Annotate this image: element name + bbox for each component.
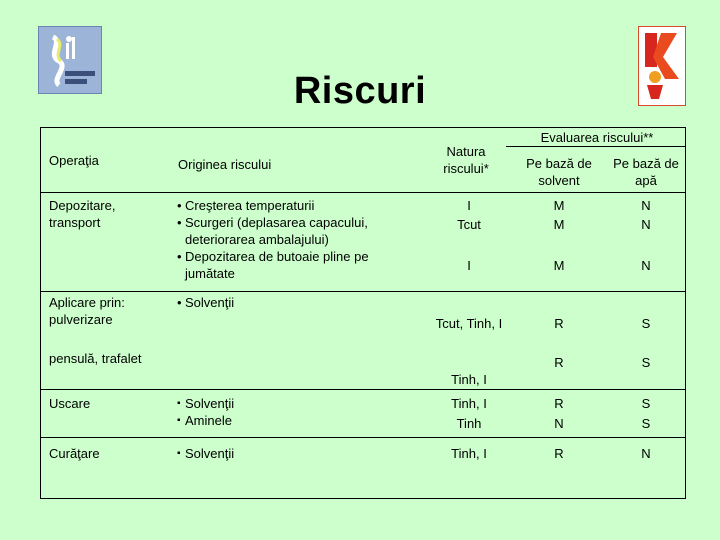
header-apa: Pe bază de apă: [613, 156, 679, 188]
divider-uscare: [41, 437, 686, 438]
divider-aplicare: [41, 389, 686, 390]
list-item: ▪ Solvenţii: [177, 395, 409, 412]
row-depozitare-solvent-1: M: [553, 198, 565, 213]
row-aplicare-apa-1: S: [641, 316, 651, 331]
divider-depozitare: [41, 291, 686, 292]
row-aplicare-natura-2: Tinh, I: [451, 372, 487, 387]
row-depozitare-apa-3: N: [641, 258, 651, 273]
list-item: • Depozitarea de butoaie pline pe jumătate: [177, 248, 409, 282]
row-aplicare-operatia: Aplicare prin: pulverizare: [49, 295, 125, 327]
row-depozitare-natura-3: I: [467, 258, 471, 273]
row-depozitare-origini: [177, 197, 409, 282]
divider-header: [41, 192, 686, 193]
list-item: • Creşterea temperaturii: [177, 197, 409, 214]
header-natura: Natura riscului*: [443, 144, 489, 176]
row-uscare-origini: [177, 395, 409, 429]
list-item: ▪ Aminele: [177, 412, 409, 429]
header-operatia: Operaţia: [49, 153, 99, 168]
list-item: ▪ Solvenţii: [177, 445, 409, 462]
row-aplicare-apa-2: S: [641, 355, 651, 370]
row-curatare-operatia: Curăţare: [49, 446, 100, 461]
row-depozitare-apa-1: N: [641, 198, 651, 213]
row-depozitare-apa-2: N: [641, 217, 651, 232]
row-uscare-apa-1: S: [641, 396, 651, 411]
row-uscare-solvent-2: N: [554, 416, 564, 431]
row-aplicare-natura-1: Tcut, Tinh, I: [435, 316, 503, 331]
row-uscare-natura-1: Tinh, I: [451, 396, 487, 411]
row-depozitare-operatia: Depozitare, transport: [49, 198, 116, 230]
row-aplicare-origini: [177, 294, 409, 311]
row-curatare-solvent-1: R: [554, 446, 564, 461]
row-uscare-solvent-1: R: [554, 396, 564, 411]
row-depozitare-solvent-2: M: [553, 217, 565, 232]
risk-table: [40, 127, 686, 499]
row-depozitare-solvent-3: M: [553, 258, 565, 273]
row-aplicare-operatia-2: pensulă, trafalet: [49, 351, 142, 366]
page-title: Riscuri: [293, 70, 427, 112]
row-depozitare-natura-2: Tcut: [457, 217, 481, 232]
row-depozitare-natura-1: I: [467, 198, 471, 213]
list-item: • Solvenţii: [177, 294, 409, 311]
row-curatare-origini: [177, 445, 409, 462]
header-originea: Originea riscului: [178, 157, 272, 172]
row-aplicare-solvent-1: R: [554, 316, 564, 331]
row-curatare-natura-1: Tinh, I: [451, 446, 487, 461]
header-solvent: Pe bază de solvent: [526, 156, 592, 188]
row-uscare-apa-2: S: [641, 416, 651, 431]
row-aplicare-solvent-2: R: [554, 355, 564, 370]
row-uscare-operatia: Uscare: [49, 396, 91, 411]
list-item: • Scurgeri (deplasarea capacului, deteriorarea ambalajului): [177, 214, 409, 248]
row-curatare-apa-1: N: [641, 446, 651, 461]
header-evaluarea: Evaluarea riscului**: [540, 130, 654, 145]
divider-eval: [506, 146, 686, 147]
row-uscare-natura-2: Tinh: [456, 416, 482, 431]
